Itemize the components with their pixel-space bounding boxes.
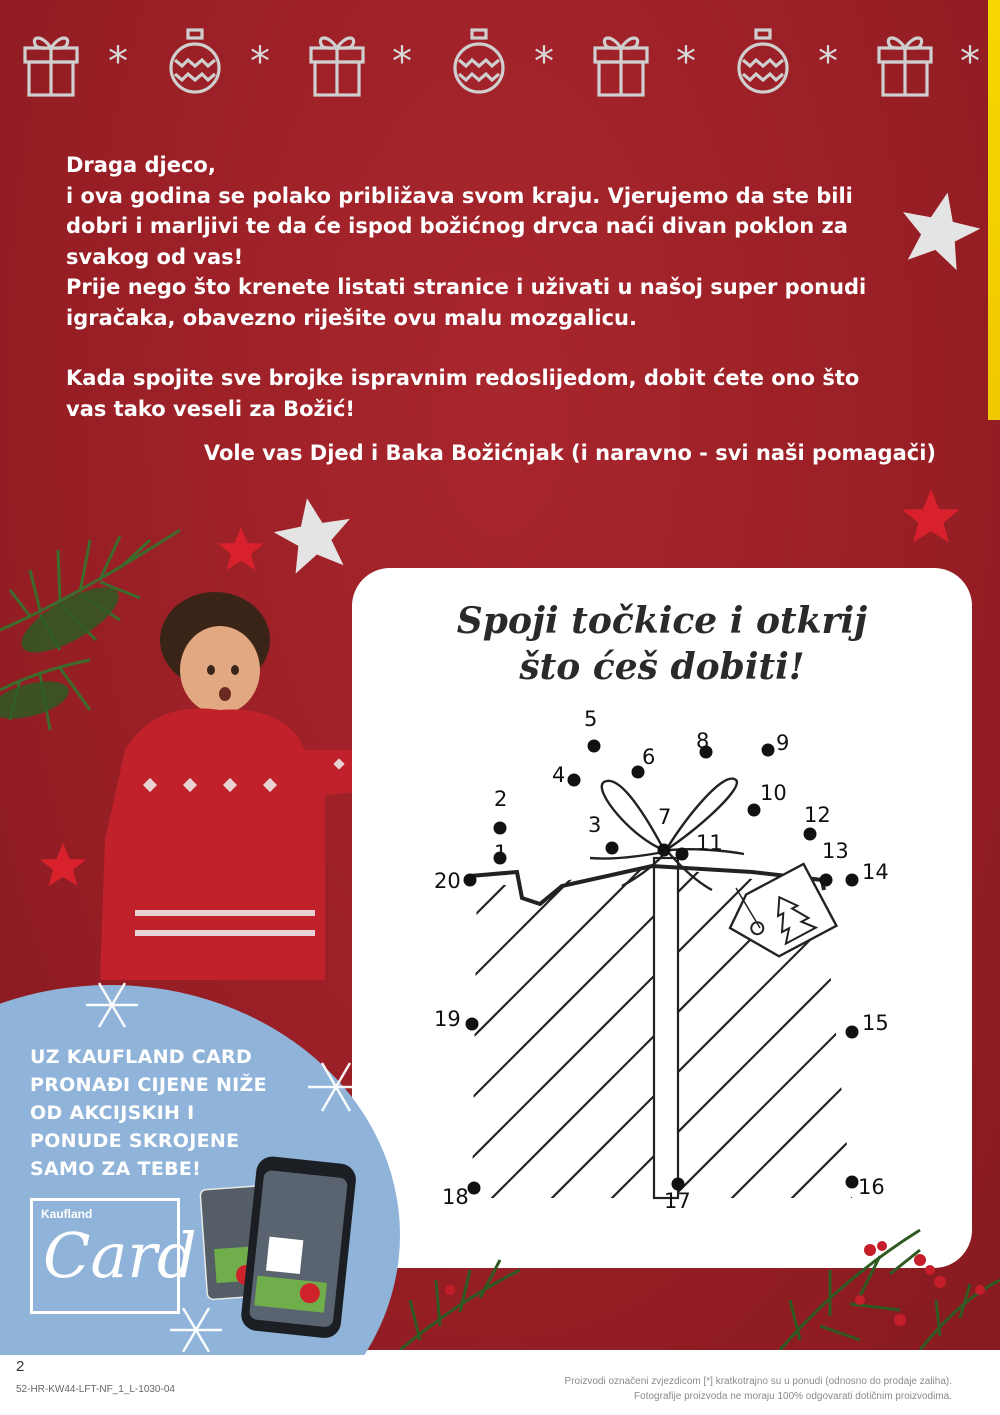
asterisk-icon: * [392, 39, 412, 85]
puzzle-dot-label-19: 19 [434, 1007, 461, 1031]
gift-icon [592, 28, 650, 98]
puzzle-dot-label-8: 8 [696, 729, 710, 753]
star-icon [216, 526, 266, 576]
puzzle-dot-label-16: 16 [858, 1175, 885, 1199]
promo-line: UZ KAUFLAND CARD [30, 1046, 253, 1068]
puzzle-dot-3 [606, 842, 619, 855]
puzzle-dot-label-15: 15 [862, 1011, 889, 1035]
star-icon [272, 496, 356, 580]
letter-line: i ova godina se polako približava svom kraju. Vjerujemo da ste bili [66, 183, 853, 208]
ornament-icon [734, 28, 792, 100]
puzzle-dot-label-6: 6 [642, 745, 656, 769]
kaufland-card-logo [30, 1198, 197, 1314]
puzzle-dot-5 [588, 740, 601, 753]
dot-to-dot-puzzle-card [352, 568, 972, 1268]
puzzle-dot-9 [762, 744, 775, 757]
letter-line: Kada spojite sve brojke ispravnim redoslijedom, dobit ćete ono što [66, 366, 860, 390]
star-icon [900, 488, 962, 550]
puzzle-dot-label-5: 5 [584, 707, 598, 731]
puzzle-dot-7 [658, 844, 671, 857]
puzzle-dot-label-11: 11 [696, 831, 723, 855]
letter-line: dobri i marljivi te da će ispod božićnog drvca naći divan poklon za [66, 214, 848, 238]
puzzle-dot-19 [466, 1018, 479, 1031]
puzzle-dot-12 [804, 828, 817, 841]
puzzle-dot-label-12: 12 [804, 803, 831, 827]
puzzle-dot-label-14: 14 [862, 860, 889, 884]
footnote-line: Fotografije proizvoda ne moraju 100% odgovarati dotičnim proizvodima. [634, 1391, 952, 1402]
puzzle-dot-2 [494, 822, 507, 835]
puzzle-title-line1: Spoji točkice i otkrij [456, 600, 868, 642]
kaufland-logo-text: Kaufland [41, 1207, 93, 1221]
gift-icon [308, 28, 366, 98]
promo-line: OD AKCIJSKIH I [30, 1102, 195, 1124]
decoration-row [0, 28, 1000, 108]
letter-signature: Vole vas Djed i Baka Božićnjak (i naravno - svi naši pomagači) [203, 441, 936, 465]
puzzle-dot-label-17: 17 [664, 1189, 691, 1213]
puzzle-dot-20 [464, 874, 477, 887]
star-icon [896, 190, 982, 276]
footnote [565, 1374, 952, 1404]
ornament-icon [166, 28, 224, 100]
asterisk-icon: * [676, 39, 696, 85]
letter-to-children [66, 150, 936, 469]
puzzle-dot-14 [846, 874, 859, 887]
kaufland-card-promo-text [30, 1043, 310, 1183]
puzzle-dot-label-3: 3 [588, 813, 602, 837]
print-code: 52-HR-KW44-LFT-NF_1_L-1030-04 [16, 1384, 175, 1395]
letter-line: vas tako veseli za Božić! [66, 396, 355, 421]
promo-line: SAMO ZA TEBE! [30, 1158, 202, 1180]
gift-icon [22, 28, 80, 98]
letter-line: Prije nego što krenete listati stranice i uživati u našoj super ponudi [66, 275, 867, 299]
asterisk-icon: * [250, 39, 270, 85]
puzzle-dot-18 [468, 1182, 481, 1195]
letter-line: igračaka, obavezno riješite ovu malu mozgalicu. [66, 305, 637, 330]
puzzle-dot-10 [748, 804, 761, 817]
promo-line: PONUDE SKROJENE [30, 1130, 240, 1152]
puzzle-title-line2: što ćeš dobiti! [519, 646, 805, 688]
fir-and-berries-image [400, 1200, 1000, 1350]
puzzle-dot-15 [846, 1026, 859, 1039]
letter-line: svakog od vas! [66, 244, 244, 269]
puzzle-dot-16 [846, 1176, 859, 1189]
puzzle-dot-label-1: 1 [494, 841, 508, 865]
puzzle-dot-13 [820, 874, 833, 887]
puzzle-dot-label-7: 7 [658, 805, 672, 829]
puzzle-dot-label-13: 13 [822, 839, 849, 863]
letter-greeting: Draga djeco, [66, 153, 216, 177]
asterisk-icon: * [108, 39, 128, 85]
asterisk-icon: * [818, 39, 838, 85]
promo-line: PRONAĐI CIJENE NIŽE [30, 1074, 267, 1096]
asterisk-icon: * [534, 39, 554, 85]
card-logo-text: Card [43, 1219, 197, 1292]
asterisk-icon: * [960, 39, 980, 85]
puzzle-dot-label-20: 20 [434, 869, 461, 893]
page-number: 2 [16, 1358, 25, 1375]
puzzle-dot-label-9: 9 [776, 731, 790, 755]
puzzle-dot-label-18: 18 [442, 1185, 469, 1209]
ornament-icon [450, 28, 508, 100]
puzzle-dot-11 [676, 848, 689, 861]
puzzle-dot-4 [568, 774, 581, 787]
star-icon [38, 842, 88, 892]
puzzle-drawing [352, 568, 972, 1268]
puzzle-dot-label-10: 10 [760, 781, 787, 805]
footnote-line: Proizvodi označeni zvjezdicom [*] kratkotrajno su u ponudi (odnosno do prodaje zaliha). [564, 1376, 952, 1387]
puzzle-dot-label-2: 2 [494, 787, 508, 811]
gift-icon [876, 28, 934, 98]
puzzle-dot-label-4: 4 [552, 763, 566, 787]
